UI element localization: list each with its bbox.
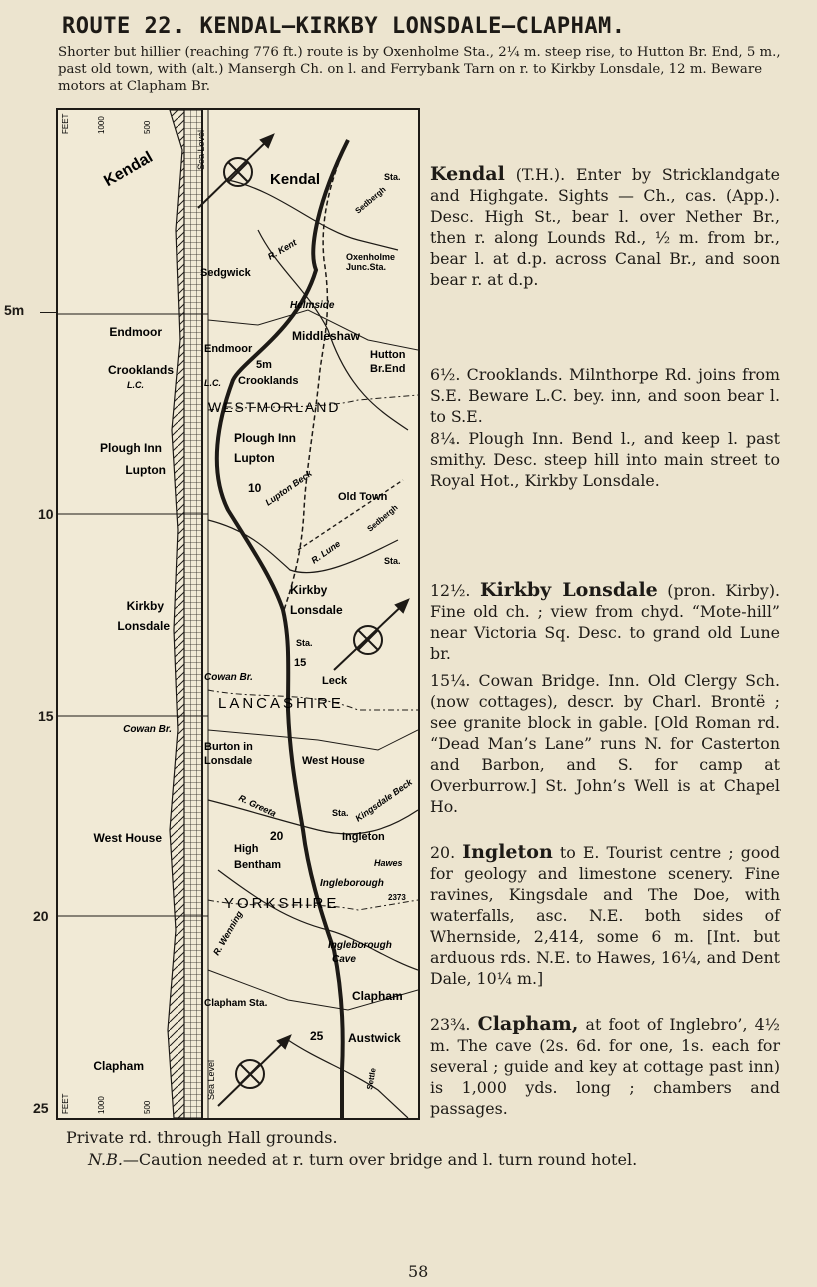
profile-label-west-house: West House — [93, 831, 162, 845]
clapham-mileage: 23¾. — [430, 1015, 478, 1034]
map-label-2373: 2373 — [388, 893, 406, 902]
milestone-10: 10 — [38, 506, 54, 522]
profile-scale-500: 500 — [143, 120, 152, 134]
map-label-river-lune: R. Lune — [309, 538, 343, 566]
map-label-cowan-br: Cowan Br. — [204, 672, 253, 683]
kendal-description: (T.H.). Enter by Stricklandgate and Highgate. Sights — Ch., cas. (App.). Desc. High St., bear l. over Nether Br., then r. along Lounds Rd., ½ m. from br., bear l. at d.p. across Canal Br., and soon bear r. at d.p. — [430, 165, 780, 289]
profile-label-kendal: Kendal — [101, 148, 156, 191]
map-label-sta-kirkby: Sta. — [296, 638, 313, 648]
map-label-sta-east: Sta. — [384, 556, 401, 566]
map-label-high: High — [234, 843, 259, 855]
map-label-yorkshire: YORKSHIRE — [224, 895, 340, 912]
caution-note — [88, 1150, 637, 1170]
place-clapham: Clapham, — [477, 1013, 579, 1035]
map-label-sedbergh-road-2: Sedbergh — [365, 502, 400, 534]
map-label-ingleton: Ingleton — [342, 831, 385, 843]
map-label-austwick: Austwick — [348, 1031, 401, 1045]
map-label-ingleborough: Ingleborough — [320, 878, 384, 889]
map-label-leck: Leck — [322, 675, 348, 687]
nb-label: N.B. — [88, 1150, 123, 1169]
route-title: ROUTE 22. KENDAL—KIRKBY LONSDALE—CLAPHAM. — [62, 14, 626, 39]
map-label-mile-25: 25 — [310, 1029, 324, 1043]
elevation-profile — [168, 110, 208, 1118]
milestone-rule — [40, 312, 56, 313]
compass-icon-top — [198, 135, 273, 208]
map-label-lancashire: LANCASHIRE — [218, 695, 344, 712]
map-label-kingsdale-beck: Kingsdale Beck — [353, 776, 415, 824]
map-label-kirkby: Kirkby — [290, 583, 328, 597]
profile-label-lc: L.C. — [127, 380, 144, 390]
profile-sea-level: Sea Level — [196, 129, 206, 170]
map-label-lupton: Lupton — [234, 451, 275, 465]
place-kendal: Kendal — [430, 163, 505, 185]
map-label-clapham-sta: Clapham Sta. — [204, 998, 268, 1009]
profile-label-crooklands: Crooklands — [107, 363, 174, 377]
map-label-settle: Settle — [365, 1067, 378, 1091]
route-map — [56, 108, 420, 1120]
profile-label-lonsdale: Lonsdale — [117, 619, 170, 633]
compass-icon-middle — [334, 600, 408, 670]
map-label-cave: Cave — [332, 954, 356, 965]
map-label-river-greeta: R. Greeta — [237, 792, 278, 819]
map-label-west-house: West House — [302, 755, 365, 767]
route-intro: Shorter but hillier (reaching 776 ft.) route is by Oxenholme Sta., 2¼ m. steep rise, to Hutton Br. End, 5 m., past old town, with (alt.) Mansergh Ch. on l. and Ferrybank Tarn on r. to Kirkby Lonsdale, 12 m. Beware motors at Clapham Br. — [58, 45, 781, 94]
profile-label-lupton: Lupton — [125, 463, 166, 477]
map-label-500-bottom: 500 — [143, 1100, 152, 1114]
map-label-sedgwick: Sedgwick — [200, 267, 251, 279]
map-label-lonsdale: Lonsdale — [290, 603, 343, 617]
profile-label-endmoor: Endmoor — [109, 325, 162, 339]
map-label-hawes: Hawes — [374, 858, 403, 868]
milestone-25: 25 — [33, 1100, 49, 1116]
map-label-feet-bottom: FEET — [61, 1093, 70, 1114]
profile-label-clapham: Clapham — [93, 1059, 144, 1073]
map-label-1000-bottom: 1000 — [97, 1096, 106, 1114]
paragraph-kirkby-lonsdale — [430, 580, 780, 664]
milestone-15: 15 — [38, 708, 54, 724]
map-label-5m: 5m — [256, 359, 272, 371]
kirkby-mileage: 12½. — [430, 581, 480, 600]
map-label-sea-level-bottom: Sea Level — [206, 1059, 216, 1100]
map-label-hutton: Hutton — [370, 349, 406, 361]
paragraph-cowan-bridge: 15¼. Cowan Bridge. Inn. Old Clergy Sch. (now cottages), descr. by Charl. Brontë ; see granite block in gable. [Old Roman rd. “Dead Man’s Lane” runs N. for Casterton and Barbon, and S. for camp at Overburrow.] St. John’s Well is at Chapel Ho. — [430, 671, 780, 816]
map-label-sedbergh-road: Sedbergh — [353, 184, 388, 216]
place-ingleton: Ingleton — [462, 841, 553, 863]
map-label-ingleborough-cave: Ingleborough — [328, 940, 392, 951]
page-number: 58 — [408, 1262, 429, 1281]
map-label-middleshaw: Middleshaw — [292, 329, 361, 343]
map-label-kendal: Kendal — [270, 171, 321, 188]
kirkby-description: (pron. Kirby). Fine old ch. ; view from chyd. “Mote-hill” near Victoria Sq. Desc. to grand old Lune br. — [430, 581, 780, 663]
route-roads — [208, 140, 418, 1118]
map-label-mile-20: 20 — [270, 829, 284, 843]
clapham-description: at foot of Inglebro’, 4½ m. The cave (2s. 6d. for one, 1s. each for several ; guide and key at cottage past inn) is 1,000 yds. long ; chambers and passages. — [430, 1015, 780, 1118]
nb-text: —Caution needed at r. turn over bridge and l. turn round hotel. — [122, 1150, 638, 1169]
paragraph-crooklands: 6½. Crooklands. Milnthorpe Rd. joins from S.E. Beware L.C. bey. inn, and soon bear l. to S.E. — [430, 365, 780, 426]
map-label-lc: L.C. — [204, 378, 221, 388]
map-label-plough-inn: Plough Inn — [234, 431, 296, 445]
map-label-old-town: Old Town — [338, 491, 388, 503]
map-label-burton-in: Burton in — [204, 741, 253, 753]
milestone-5: 5m — [4, 302, 25, 318]
map-label-westmorland: WESTMORLAND — [208, 399, 341, 415]
map-label-sta-ingleton: Sta. — [332, 808, 349, 818]
paragraph-ingleton — [430, 842, 780, 989]
paragraph-plough-inn: 8¼. Plough Inn. Bend l., and keep l. past smithy. Desc. steep hill into main street to Royal Hot., Kirkby Lonsdale. — [430, 429, 780, 490]
map-label-river-kent: R. Kent — [266, 237, 299, 262]
profile-labels — [93, 149, 174, 1073]
county-boundaries — [208, 395, 418, 910]
map-label-crooklands: Crooklands — [238, 375, 299, 387]
route-map-svg — [58, 110, 418, 1118]
map-label-junc-sta: Junc.Sta. — [346, 262, 387, 272]
profile-label-kirkby: Kirkby — [126, 599, 164, 613]
map-label-river-wenning: R. Wenning — [211, 909, 245, 957]
paragraph-clapham — [430, 1014, 780, 1119]
paragraph-kendal — [430, 164, 780, 290]
private-road-note: Private rd. through Hall grounds. — [66, 1128, 338, 1147]
map-label-clapham: Clapham — [352, 989, 403, 1003]
profile-scale-feet: FEET — [61, 113, 70, 134]
ingleton-description: to E. Tourist centre ; good for geology and limestone scenery. Fine ravines, Kingsdale and The Doe, with waterfalls, asc. N.E. both sides of Whernside, 2,414, some 6 m. [Int. but arduous rds. N.E. to Hawes, 16¼, and Dent Dale, 10¼ m.] — [430, 843, 780, 988]
ingleton-mileage: 20. — [430, 843, 463, 862]
map-label-burton-lonsdale: Lonsdale — [204, 755, 253, 767]
map-label-oxenholme: Oxenholme — [346, 252, 396, 262]
milestone-20: 20 — [33, 908, 49, 924]
compass-icon-bottom — [218, 1036, 290, 1106]
map-label-br-end: Br.End — [370, 363, 406, 375]
profile-label-cowan-br: Cowan Br. — [123, 724, 172, 735]
map-label-mile-10: 10 — [248, 481, 262, 495]
map-label-bentham: Bentham — [234, 859, 282, 871]
map-label-lupton-beck: Lupton Beck — [263, 468, 314, 508]
map-label-helmside: Helmside — [290, 300, 335, 311]
map-label-endmoor: Endmoor — [204, 343, 253, 355]
map-label-kendal-sta: Sta. — [384, 172, 401, 182]
place-kirkby-lonsdale: Kirkby Lonsdale — [479, 579, 658, 601]
map-label-mile-15: 15 — [294, 657, 307, 669]
profile-scale-1000: 1000 — [97, 116, 106, 134]
profile-label-plough-inn: Plough Inn — [100, 441, 162, 455]
